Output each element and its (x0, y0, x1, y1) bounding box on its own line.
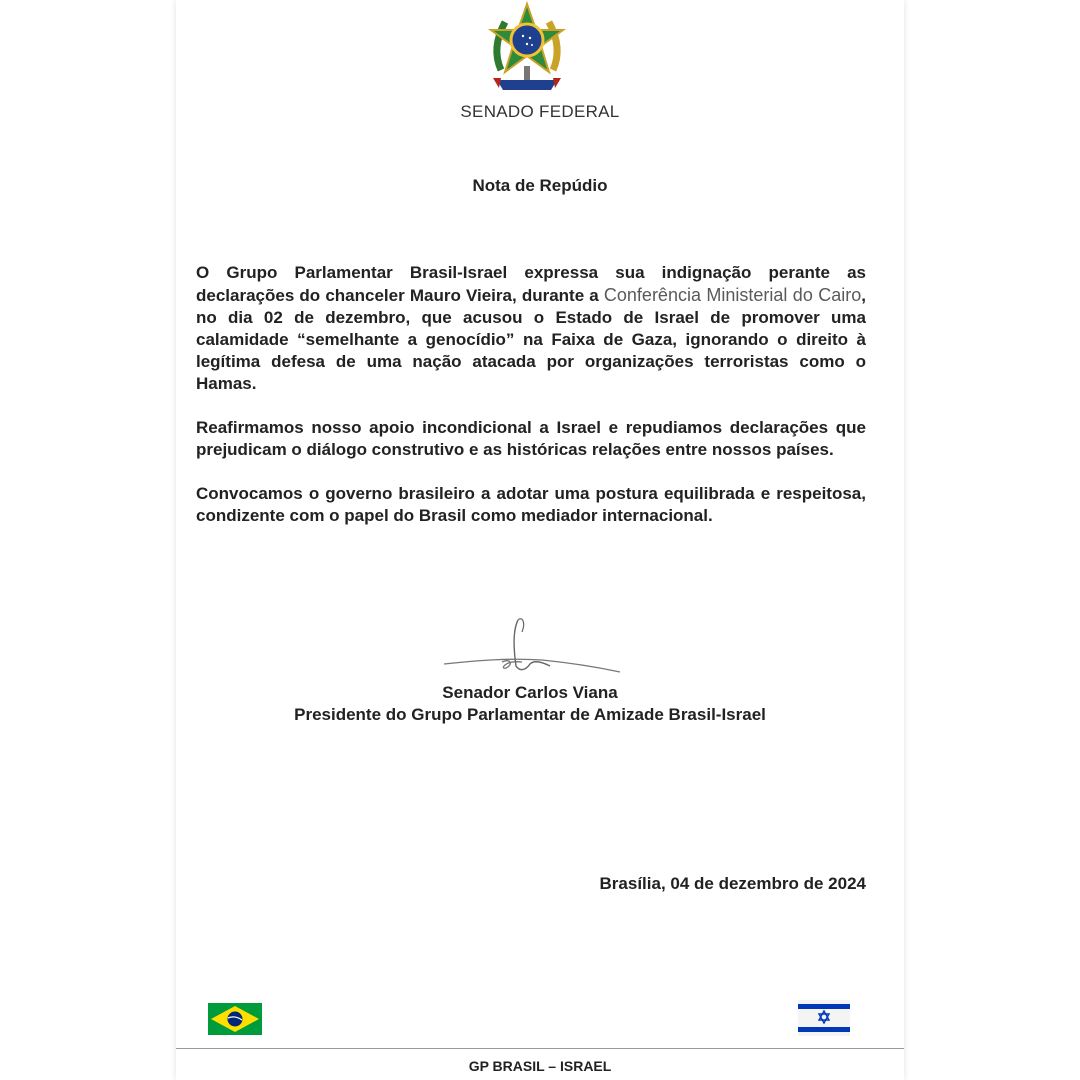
institution-name: SENADO FEDERAL (460, 102, 620, 121)
document-title: Nota de Repúdio (472, 176, 608, 195)
brazil-flag-icon (208, 1003, 262, 1035)
conference-highlight: Conferência Ministerial do Cairo (603, 285, 862, 305)
paragraph-1-end: , no dia 02 de dezembro, que acusou o Estado de Israel de promover uma calamidade “semelhante a genocídio” na Faixa de Gaza, ignorando o direito à legítima defesa de uma nação atacada por organizações terroristas como o Hamas. (196, 286, 866, 393)
paragraph-3: Convocamos o governo brasileiro a adotar uma postura equilibrada e respeitosa, condizente com o papel do Brasil como mediador internacional. (196, 484, 866, 525)
paragraph-2: Reafirmamos nosso apoio incondicional a Israel e repudiamos declarações que prejudicam o diálogo construtivo e as históricas relações entre nossos países. (196, 418, 866, 459)
israel-flag-icon (798, 1000, 850, 1036)
paragraph-1 (196, 262, 866, 395)
signer-role: Presidente do Grupo Parlamentar de Amizade Brasil-Israel (294, 705, 766, 724)
brazil-coat-of-arms-icon (487, 0, 567, 94)
signer-name: Senador Carlos Viana (442, 683, 618, 702)
footer-divider (176, 1048, 904, 1049)
signer-block (0, 682, 1060, 726)
signature (442, 612, 622, 684)
paragraph-1-start: O Grupo Parlamentar Brasil-Israel expressa sua indignação perante as declarações do chanceler Mauro Vieira, durante a (196, 263, 866, 305)
date-line: Brasília, 04 de dezembro de 2024 (599, 874, 866, 893)
document-body (196, 262, 866, 549)
footer-label: GP BRASIL – ISRAEL (468, 1058, 612, 1074)
